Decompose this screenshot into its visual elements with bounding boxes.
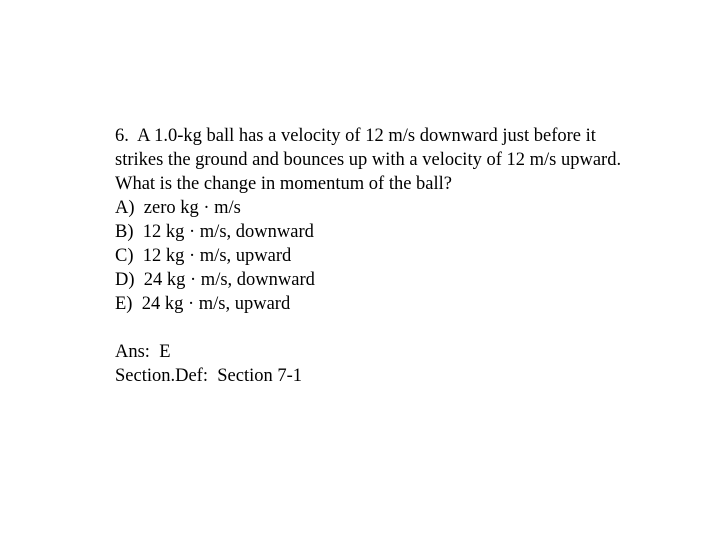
option-a: A) zero kg · m/s [115, 198, 241, 218]
question-line-3: What is the change in momentum of the ball? [115, 174, 453, 194]
option-b: B) 12 kg · m/s, downward [115, 222, 314, 242]
question-line-1: 6. A 1.0-kg ball has a velocity of 12 m/s downward just before it [115, 126, 596, 146]
answer-line: Ans: E [115, 342, 171, 362]
option-d: D) 24 kg · m/s, downward [115, 270, 315, 290]
question-block [115, 124, 705, 388]
question-line-2: strikes the ground and bounces up with a velocity of 12 m/s upward. [115, 150, 622, 170]
section-line: Section.Def: Section 7-1 [115, 366, 303, 386]
spacer [115, 316, 705, 340]
option-c: C) 12 kg · m/s, upward [115, 246, 292, 266]
option-e: E) 24 kg · m/s, upward [115, 294, 291, 314]
answer-options [115, 196, 705, 316]
